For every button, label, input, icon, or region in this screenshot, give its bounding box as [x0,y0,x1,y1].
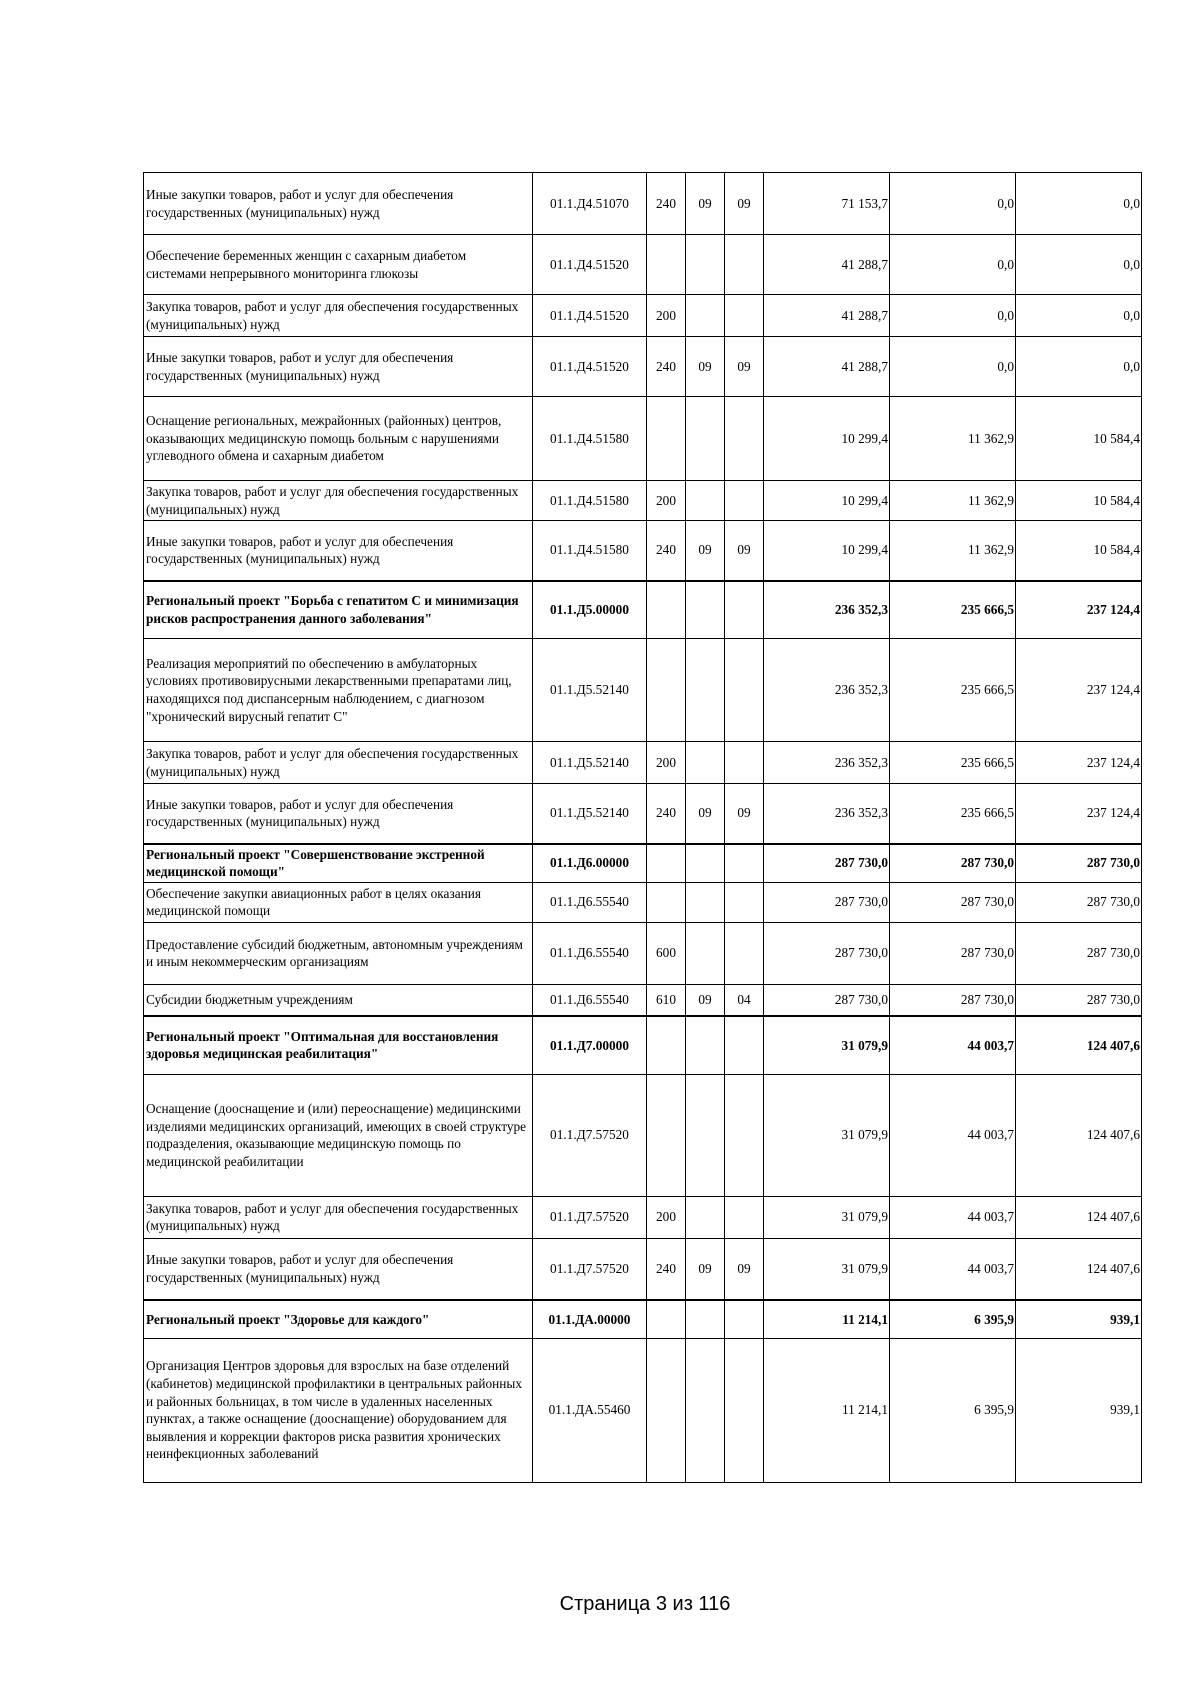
row-rz-code: 09 [686,521,725,581]
row-csr-code: 01.1.Д5.52140 [533,742,647,784]
row-rz-code [686,742,725,784]
row-amount-2: 0,0 [890,337,1016,397]
row-amount-3: 939,1 [1016,1338,1142,1482]
row-pr-code [725,1016,764,1074]
row-csr-code: 01.1.Д6.55540 [533,984,647,1016]
row-vr-code [647,397,686,481]
row-pr-code [725,1196,764,1238]
row-csr-code: 01.1.Д5.52140 [533,639,647,742]
row-vr-code [647,882,686,922]
table-row [144,882,1142,922]
row-rz-code [686,882,725,922]
table-row [144,844,1142,883]
row-vr-code: 200 [647,295,686,337]
row-csr-code: 01.1.Д7.57520 [533,1196,647,1238]
row-csr-code: 01.1.Д4.51580 [533,397,647,481]
row-name: Закупка товаров, работ и услуг для обеспечения государственных (муниципальных) нужд [144,295,533,337]
table-row [144,235,1142,295]
row-vr-code [647,581,686,639]
row-csr-code: 01.1.Д6.00000 [533,844,647,883]
row-amount-1: 287 730,0 [764,984,890,1016]
row-vr-code: 200 [647,1196,686,1238]
row-rz-code [686,295,725,337]
row-rz-code: 09 [686,1238,725,1300]
row-rz-code [686,1300,725,1338]
row-rz-code [686,1196,725,1238]
row-name: Закупка товаров, работ и услуг для обеспечения государственных (муниципальных) нужд [144,1196,533,1238]
row-amount-2: 287 730,0 [890,984,1016,1016]
table-row [144,1238,1142,1300]
row-amount-1: 236 352,3 [764,639,890,742]
row-amount-3: 0,0 [1016,337,1142,397]
table-row [144,295,1142,337]
table-row [144,784,1142,844]
table-row [144,922,1142,984]
table-row [144,639,1142,742]
row-amount-2: 44 003,7 [890,1074,1016,1196]
row-pr-code: 09 [725,521,764,581]
row-pr-code [725,922,764,984]
row-pr-code: 09 [725,173,764,235]
row-amount-1: 41 288,7 [764,337,890,397]
row-amount-2: 0,0 [890,173,1016,235]
row-amount-1: 11 214,1 [764,1300,890,1338]
row-name: Оснащение региональных, межрайонных (районных) центров, оказывающих медицинскую помощь больным с нарушениями углеводного обмена и сахарным диабетом [144,397,533,481]
row-name: Субсидии бюджетным учреждениям [144,984,533,1016]
row-vr-code: 240 [647,173,686,235]
row-amount-3: 0,0 [1016,235,1142,295]
row-vr-code [647,639,686,742]
table-body [144,173,1142,1483]
row-amount-1: 41 288,7 [764,235,890,295]
row-amount-2: 0,0 [890,295,1016,337]
table-row [144,742,1142,784]
row-amount-2: 235 666,5 [890,581,1016,639]
row-amount-1: 287 730,0 [764,882,890,922]
row-pr-code [725,882,764,922]
row-pr-code: 04 [725,984,764,1016]
table-row [144,521,1142,581]
row-vr-code: 240 [647,1238,686,1300]
row-rz-code [686,1016,725,1074]
row-vr-code: 610 [647,984,686,1016]
table-row [144,1338,1142,1482]
row-amount-2: 235 666,5 [890,742,1016,784]
row-amount-1: 236 352,3 [764,581,890,639]
row-amount-2: 0,0 [890,235,1016,295]
row-vr-code: 200 [647,481,686,521]
row-name: Обеспечение беременных женщин с сахарным диабетом системами непрерывного мониторинга глюкозы [144,235,533,295]
row-csr-code: 01.1.Д4.51520 [533,295,647,337]
row-pr-code [725,581,764,639]
row-csr-code: 01.1.Д5.52140 [533,784,647,844]
row-name: Иные закупки товаров, работ и услуг для обеспечения государственных (муниципальных) нужд [144,173,533,235]
row-rz-code [686,481,725,521]
table-row [144,1196,1142,1238]
row-name: Иные закупки товаров, работ и услуг для обеспечения государственных (муниципальных) нужд [144,521,533,581]
row-amount-3: 237 124,4 [1016,581,1142,639]
row-amount-2: 235 666,5 [890,784,1016,844]
row-name: Региональный проект "Борьба с гепатитом С и минимизация рисков распространения данного заболевания" [144,581,533,639]
row-vr-code [647,1016,686,1074]
row-rz-code [686,397,725,481]
row-csr-code: 01.1.Д5.00000 [533,581,647,639]
row-amount-1: 287 730,0 [764,844,890,883]
row-pr-code: 09 [725,337,764,397]
row-amount-3: 124 407,6 [1016,1196,1142,1238]
row-amount-1: 10 299,4 [764,481,890,521]
row-amount-1: 10 299,4 [764,397,890,481]
row-amount-1: 41 288,7 [764,295,890,337]
row-csr-code: 01.1.ДА.00000 [533,1300,647,1338]
row-pr-code [725,844,764,883]
row-amount-3: 287 730,0 [1016,844,1142,883]
row-name: Закупка товаров, работ и услуг для обеспечения государственных (муниципальных) нужд [144,481,533,521]
row-csr-code: 01.1.Д4.51070 [533,173,647,235]
row-pr-code [725,1300,764,1338]
row-csr-code: 01.1.Д7.57520 [533,1074,647,1196]
row-rz-code: 09 [686,337,725,397]
table-row [144,397,1142,481]
row-rz-code: 09 [686,984,725,1016]
row-amount-3: 124 407,6 [1016,1238,1142,1300]
row-amount-1: 31 079,9 [764,1016,890,1074]
row-pr-code [725,1074,764,1196]
row-amount-3: 10 584,4 [1016,397,1142,481]
row-amount-3: 0,0 [1016,173,1142,235]
row-vr-code: 600 [647,922,686,984]
row-vr-code [647,1074,686,1196]
row-amount-3: 237 124,4 [1016,639,1142,742]
row-amount-3: 124 407,6 [1016,1074,1142,1196]
row-amount-2: 11 362,9 [890,521,1016,581]
row-amount-2: 44 003,7 [890,1016,1016,1074]
table-row [144,581,1142,639]
row-amount-2: 235 666,5 [890,639,1016,742]
row-rz-code: 09 [686,173,725,235]
row-amount-3: 237 124,4 [1016,742,1142,784]
row-name: Иные закупки товаров, работ и услуг для обеспечения государственных (муниципальных) нужд [144,784,533,844]
row-name: Региональный проект "Совершенствование экстренной медицинской помощи" [144,844,533,883]
row-amount-2: 6 395,9 [890,1338,1016,1482]
row-pr-code [725,742,764,784]
row-csr-code: 01.1.Д7.57520 [533,1238,647,1300]
table-row [144,1016,1142,1074]
row-pr-code [725,639,764,742]
row-rz-code [686,922,725,984]
row-amount-1: 236 352,3 [764,784,890,844]
row-name: Предоставление субсидий бюджетным, автономным учреждениям и иным некоммерческим организациям [144,922,533,984]
row-rz-code [686,1074,725,1196]
row-amount-1: 10 299,4 [764,521,890,581]
row-csr-code: 01.1.Д7.00000 [533,1016,647,1074]
row-amount-1: 287 730,0 [764,922,890,984]
row-vr-code [647,1338,686,1482]
row-csr-code: 01.1.Д6.55540 [533,882,647,922]
row-rz-code: 09 [686,784,725,844]
row-amount-2: 11 362,9 [890,397,1016,481]
row-name: Региональный проект "Оптимальная для восстановления здоровья медицинская реабилитация" [144,1016,533,1074]
row-vr-code [647,1300,686,1338]
row-vr-code [647,844,686,883]
row-name: Реализация мероприятий по обеспечению в амбулаторных условиях противовирусными лекарственными препаратами лиц, находящихся под диспансерным наблюдением, с диагнозом "хронический вирусный гепатит С" [144,639,533,742]
row-rz-code [686,639,725,742]
row-vr-code: 240 [647,337,686,397]
row-amount-1: 31 079,9 [764,1074,890,1196]
row-csr-code: 01.1.Д4.51520 [533,337,647,397]
row-amount-3: 10 584,4 [1016,481,1142,521]
row-amount-3: 10 584,4 [1016,521,1142,581]
row-csr-code: 01.1.Д4.51580 [533,521,647,581]
row-amount-3: 287 730,0 [1016,922,1142,984]
row-pr-code [725,481,764,521]
page-number: Страница 3 из 116 [559,1593,731,1615]
row-vr-code: 240 [647,784,686,844]
row-name: Закупка товаров, работ и услуг для обеспечения государственных (муниципальных) нужд [144,742,533,784]
row-pr-code [725,295,764,337]
row-amount-2: 287 730,0 [890,844,1016,883]
row-amount-2: 287 730,0 [890,922,1016,984]
table-row [144,1074,1142,1196]
row-amount-3: 0,0 [1016,295,1142,337]
row-amount-3: 287 730,0 [1016,882,1142,922]
row-vr-code [647,235,686,295]
row-amount-1: 236 352,3 [764,742,890,784]
row-pr-code [725,235,764,295]
row-amount-2: 44 003,7 [890,1238,1016,1300]
row-amount-1: 11 214,1 [764,1338,890,1482]
row-amount-3: 124 407,6 [1016,1016,1142,1074]
table-row [144,481,1142,521]
row-csr-code: 01.1.Д6.55540 [533,922,647,984]
row-pr-code: 09 [725,784,764,844]
row-name: Иные закупки товаров, работ и услуг для обеспечения государственных (муниципальных) нужд [144,337,533,397]
row-amount-3: 237 124,4 [1016,784,1142,844]
row-amount-2: 11 362,9 [890,481,1016,521]
row-pr-code: 09 [725,1238,764,1300]
row-rz-code [686,844,725,883]
row-amount-2: 6 395,9 [890,1300,1016,1338]
row-rz-code [686,235,725,295]
row-name: Региональный проект "Здоровье для каждого" [144,1300,533,1338]
table-row [144,984,1142,1016]
row-vr-code: 240 [647,521,686,581]
budget-table [143,172,1142,1483]
row-name: Организация Центров здоровья для взрослых на базе отделений (кабинетов) медицинской профилактики в центральных районных и районных больницах, в том числе в удаленных населенных пунктах, а также оснащение (дооснащение) оборудованием для выявления и коррекции факторов риска развития хронических неинфекционных заболеваний [144,1338,533,1482]
row-amount-1: 31 079,9 [764,1238,890,1300]
row-name: Иные закупки товаров, работ и услуг для обеспечения государственных (муниципальных) нужд [144,1238,533,1300]
row-name: Оснащение (дооснащение и (или) переоснащение) медицинскими изделиями медицинских организаций, имеющих в своей структуре подразделения, оказывающие медицинскую помощь по медицинской реабилитации [144,1074,533,1196]
row-amount-3: 939,1 [1016,1300,1142,1338]
row-pr-code [725,397,764,481]
row-amount-2: 44 003,7 [890,1196,1016,1238]
row-amount-3: 287 730,0 [1016,984,1142,1016]
row-csr-code: 01.1.Д4.51520 [533,235,647,295]
row-rz-code [686,1338,725,1482]
row-pr-code [725,1338,764,1482]
row-csr-code: 01.1.Д4.51580 [533,481,647,521]
row-amount-2: 287 730,0 [890,882,1016,922]
table-row [144,1300,1142,1338]
row-rz-code [686,581,725,639]
row-csr-code: 01.1.ДА.55460 [533,1338,647,1482]
row-vr-code: 200 [647,742,686,784]
table-row [144,173,1142,235]
table-row [144,337,1142,397]
row-amount-1: 31 079,9 [764,1196,890,1238]
row-name: Обеспечение закупки авиационных работ в целях оказания медицинской помощи [144,882,533,922]
row-amount-1: 71 153,7 [764,173,890,235]
page-footer [0,1593,1200,1616]
